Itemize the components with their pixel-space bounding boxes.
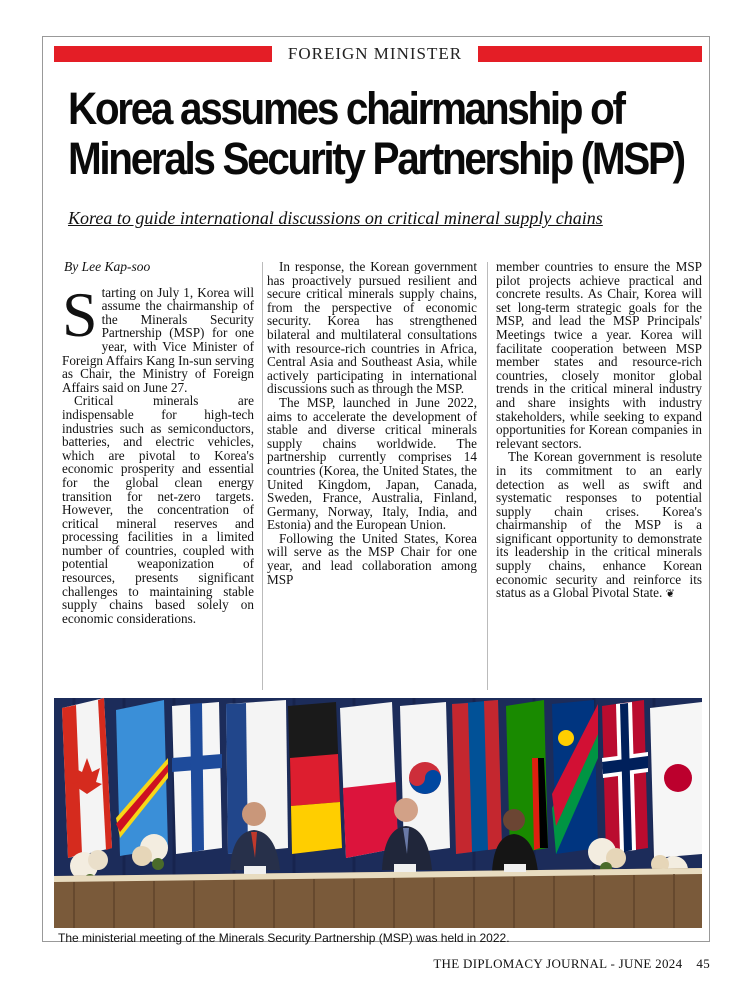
headline xyxy=(68,83,684,184)
flag-japan xyxy=(650,702,702,858)
end-mark-icon: ❦ xyxy=(665,588,675,601)
paragraph-7 xyxy=(496,450,702,602)
column-3 xyxy=(496,260,702,602)
flag-drc xyxy=(116,700,168,856)
paragraph-1 xyxy=(62,278,254,395)
column-2 xyxy=(267,260,477,586)
paragraph-5: Following the United States, Korea will serve as the MSP Chair for one year, and lead collaboration among MSP xyxy=(267,530,477,587)
page-number: 45 xyxy=(696,956,710,971)
page-footer xyxy=(433,956,710,972)
flag-namibia xyxy=(552,700,598,854)
flag-mongolia xyxy=(452,700,502,854)
publication-name: THE DIPLOMACY JOURNAL - JUNE 2024 xyxy=(433,956,683,971)
paragraph-2: Critical minerals are indispensable for high-tech industries such as semiconductors, batteries, and electric vehicles, which are pivotal to Korea's economic prosperity and essential for the global clean energy transition for net-zero targets. However, the concentration of critical mineral reserves and processing facilities in a limited number of countries, coupled with potential weaponization of resources, presents significant challenges to maintaining stable supply chains based solely on economic considerations. xyxy=(62,393,254,626)
paragraph-4: The MSP, launched in June 2022, aims to accelerate the development of stable and diverse critical minerals supply chains worldwide. The partnership currently comprises 14 countries (Korea, the United States, the United Kingdom, Japan, Canada, Sweden, France, Australia, Finland, Germany, Norway, Italy, India, and Estonia) and the European Union. xyxy=(267,394,477,533)
meeting-photo xyxy=(54,698,702,928)
photo-caption: The ministerial meeting of the Minerals Security Partnership (MSP) was held in 2022. xyxy=(58,931,510,945)
paragraph-7-text: The Korean government is resolute in its commitment to an early detection as well as swift and systematic responses to potential supply chain crises. Korea's chairmanship of the MSP is a significant opportunity to demonstrate its leadership in the critical minerals supply chains, enhance Korean economic security and reinforce its status as a Global Pivotal State. xyxy=(496,449,702,601)
flag-finland xyxy=(172,702,222,854)
headline-line-1: Korea assumes chairmanship of xyxy=(68,83,624,134)
subheadline: Korea to guide international discussions on critical mineral supply chains xyxy=(68,208,603,228)
article-body xyxy=(62,260,702,690)
flag-norway xyxy=(602,700,648,854)
flag-germany xyxy=(288,702,342,854)
paragraph-6: member countries to ensure the MSP pilot projects achieve practical and concrete results. As Chair, Korea will set long-term strategic goals for the MSP, and lead the MSP Principals' Meetings twice a year. Korea will facilitate cooperation between MSP member states and resource-rich countries, closely monitor global trends in the critical mineral industry and share insights with industry stakeholders, while seeking to expand opportunities for Korean companies in relevant sectors. xyxy=(496,259,702,451)
headline-line-2: Minerals Security Partnership (MSP) xyxy=(68,133,684,184)
column-1 xyxy=(62,260,254,625)
byline: By Lee Kap-soo xyxy=(64,259,151,274)
paragraph-1-text: tarting on July 1, Korea will assume the chairmanship of the Minerals Security Partnership (MSP) for one year, with Vice Minister of Foreign Affairs Kang In-sun serving as Chair, the Ministry of Foreign Affairs said on June 27. xyxy=(62,284,254,395)
flag-poland xyxy=(340,702,398,858)
section-label: FOREIGN MINISTER xyxy=(287,44,463,63)
flag-canada xyxy=(62,698,112,858)
meeting-photo-illustration xyxy=(54,698,702,928)
section-bar-right xyxy=(478,46,702,62)
drop-cap: S xyxy=(62,278,98,350)
paragraph-3: In response, the Korean government has proactively pursued resilient and secure critical minerals supply chains, from the perspective of economic security. Korea has strengthened bilateral and multilateral consultations with resource-rich countries in Africa, Central Asia and Southeast Asia, while actively participating in international discussions such as through the MSP. xyxy=(267,259,477,397)
flag-zambia xyxy=(506,700,548,854)
section-bar-left xyxy=(54,46,272,62)
